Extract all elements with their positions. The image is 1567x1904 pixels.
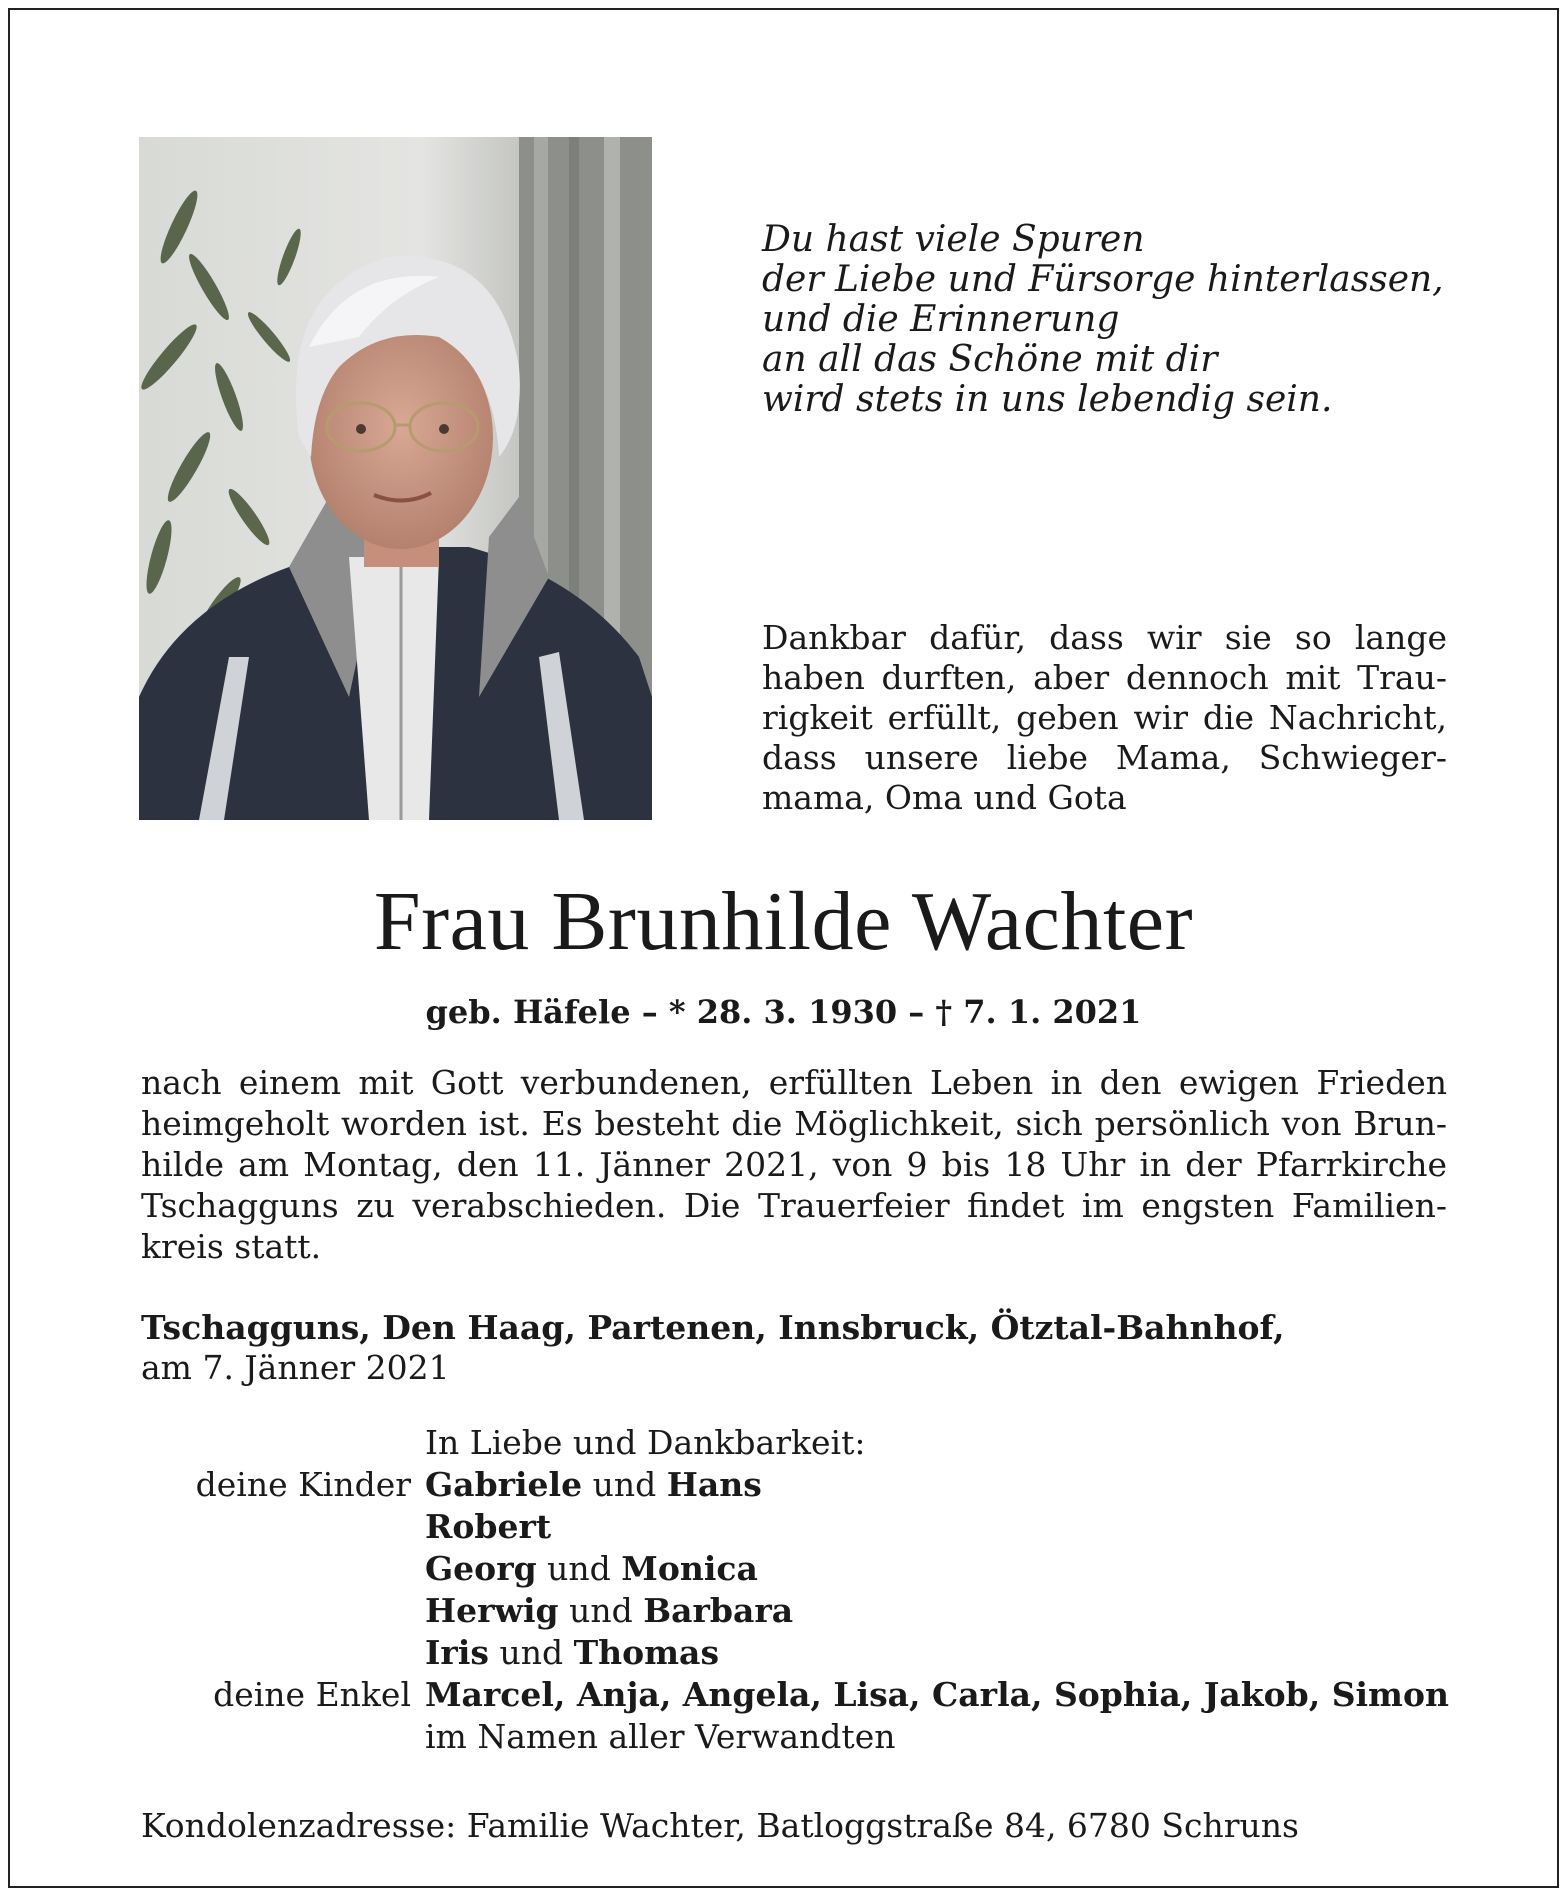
body-line: nach einem mit Gott verbundenen, erfüllten Leben in den ewigen Frieden [141, 1063, 1447, 1102]
intro-line: mama, Oma und Gota [762, 778, 1127, 817]
relatives-row [141, 1716, 1461, 1758]
family-list [141, 1422, 1461, 1758]
grandchildren-names: Marcel, Anja, Angela, Lisa, Carla, Sophia, Jakob, Simon [425, 1675, 1449, 1714]
obituary-page [8, 8, 1559, 1888]
portrait-photo [139, 137, 652, 820]
partner-name: Thomas [573, 1633, 720, 1672]
poem-line: wird stets in uns lebendig sein. [762, 379, 1333, 420]
child-name: Gabriele [425, 1465, 583, 1504]
date-line: am 7. Jänner 2021 [141, 1348, 450, 1387]
child-name: Robert [425, 1507, 552, 1546]
child-name: Georg [425, 1549, 537, 1588]
announcement-intro [762, 618, 1447, 818]
grandchildren-label: deine Enkel [213, 1675, 411, 1714]
family-heading: In Liebe und Dankbarkeit: [425, 1423, 866, 1462]
partner-name: Barbara [643, 1591, 794, 1630]
und-word: und [592, 1465, 657, 1504]
portrait-illustration [139, 137, 652, 820]
body-line: heimgeholt worden ist. Es besteht die Möglichkeit, sich persönlich von Brun- [141, 1104, 1447, 1143]
obituary-body [141, 1062, 1447, 1267]
children-row [141, 1506, 1461, 1548]
intro-line: haben durften, aber dennoch mit Trau- [762, 658, 1447, 697]
intro-line: dass unsere liebe Mama, Schwieger- [762, 738, 1447, 777]
und-word: und [499, 1633, 564, 1672]
poem-line: der Liebe und Fürsorge hinterlassen, [762, 259, 1444, 300]
places-line: Tschagguns, Den Haag, Partenen, Innsbruck, Ötztal-Bahnhof, [141, 1308, 1285, 1347]
partner-name: Monica [621, 1549, 758, 1588]
children-row [141, 1632, 1461, 1674]
places-and-date [141, 1308, 1461, 1388]
children-label: deine Kinder [195, 1465, 411, 1504]
children-row [141, 1590, 1461, 1632]
grandchildren-row [141, 1674, 1461, 1716]
intro-line: rigkeit erfüllt, geben wir die Nachricht, [762, 698, 1447, 737]
poem-line: Du hast viele Spuren [762, 219, 1145, 260]
body-line: hilde am Montag, den 11. Jänner 2021, von 9 bis 18 Uhr in der Pfarrkirche [141, 1145, 1447, 1184]
body-line: kreis statt. [141, 1227, 322, 1266]
poem-line: an all das Schöne mit dir [762, 339, 1218, 380]
und-word: und [569, 1591, 633, 1630]
und-word: und [547, 1549, 611, 1588]
child-name: Herwig [425, 1591, 559, 1630]
partner-name: Hans [666, 1465, 762, 1504]
life-dates: geb. Häfele – * 28. 3. 1930 – † 7. 1. 2021 [425, 993, 1142, 1031]
child-name: Iris [425, 1633, 489, 1672]
body-line: Tschagguns zu verabschieden. Die Trauerfeier findet im engsten Familien- [141, 1186, 1447, 1225]
deceased-name: Frau Brunhilde Wachter [373, 875, 1194, 968]
children-row [141, 1464, 1461, 1506]
children-row [141, 1548, 1461, 1590]
poem [762, 220, 1462, 420]
family-heading-row [141, 1422, 1461, 1464]
poem-line: und die Erinnerung [762, 299, 1120, 340]
condolence-address: Kondolenzadresse: Familie Wachter, Batloggstraße 84, 6780 Schruns [141, 1806, 1299, 1845]
relatives-line: im Namen aller Verwandten [425, 1717, 896, 1756]
intro-line: Dankbar dafür, dass wir sie so lange [762, 618, 1447, 657]
